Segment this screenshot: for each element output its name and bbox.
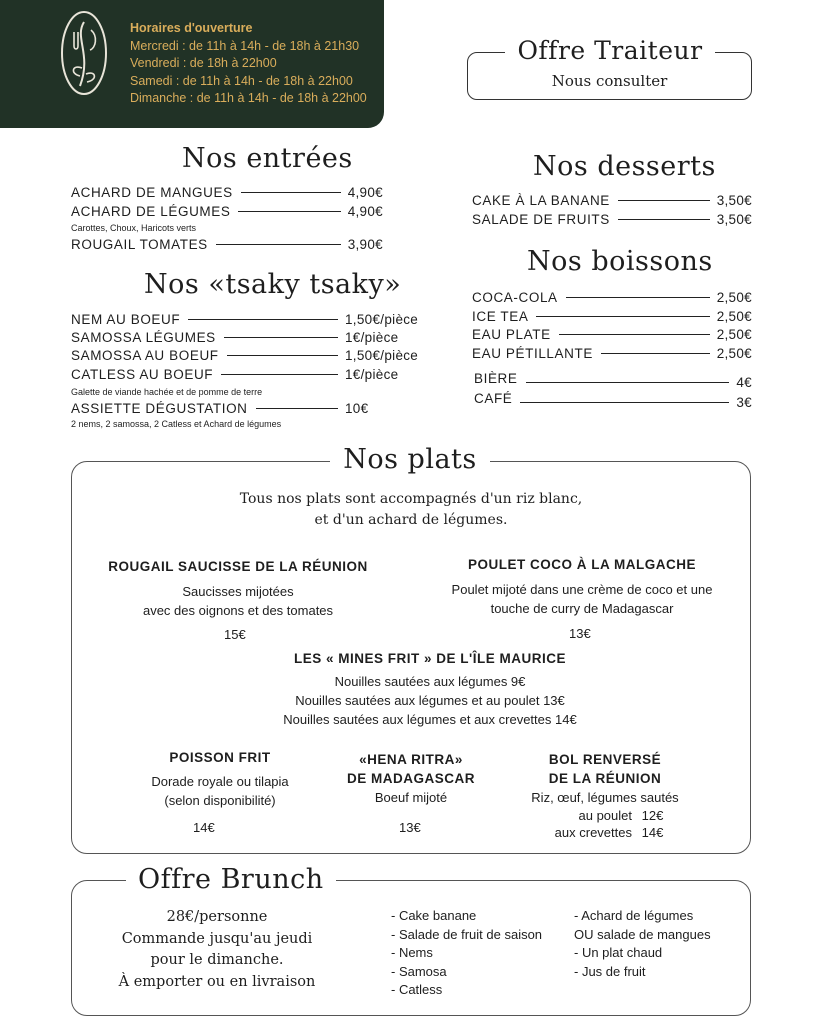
dish-desc — [90, 582, 386, 620]
item-note: 2 nems, 2 samossa, 2 Catless et Achard de légumes — [71, 419, 282, 429]
tsaky-title: Nos «tsaky tsaky» — [144, 269, 402, 300]
dish-desc — [432, 580, 732, 618]
brunch-item: - Catless — [391, 982, 443, 997]
leader-line — [520, 402, 729, 403]
dish-desc: Boeuf mijoté — [374, 790, 448, 805]
item-price: 10€ — [345, 401, 369, 416]
item-name: EAU PLATE — [472, 327, 551, 342]
dish-mines-frit — [220, 651, 640, 729]
desc-line: avec des oignons et des tomates — [142, 603, 334, 618]
brunch-title: Offre Brunch — [126, 862, 336, 898]
brunch-item: - Jus de fruit — [574, 963, 646, 979]
menu-item — [71, 237, 383, 252]
dish-rougail — [90, 559, 386, 620]
dish-options — [220, 672, 640, 729]
desc-line: (selon disponibilité) — [164, 793, 276, 808]
item-price: 1,50€/pièce — [345, 348, 419, 363]
option-price: 14€ — [641, 825, 664, 840]
item-price: 4,90€ — [347, 204, 383, 219]
item-price: 1,50€/pièce — [345, 312, 419, 327]
dish-title — [326, 750, 496, 788]
brunch-item: - Nems — [391, 945, 433, 960]
option-line: Nouilles sautées aux légumes et aux crevettes 14€ — [283, 712, 577, 727]
dish-poulet — [432, 557, 732, 618]
dish-hena-ritra — [326, 750, 496, 807]
leader-line — [216, 244, 341, 245]
item-price: 2,50€ — [716, 309, 752, 324]
title-line: «HENA RITRA» — [359, 752, 463, 767]
menu-item — [474, 387, 752, 410]
hours-line: Mercredi : de 11h à 14h - de 18h à 21h30 — [130, 38, 360, 53]
leader-line — [526, 382, 730, 383]
option-line: Nouilles sautées aux légumes 9€ — [334, 674, 526, 689]
item-name: CAKE À LA BANANE — [472, 193, 610, 208]
brunch-item: - Achard de légumes — [574, 908, 694, 923]
item-name: SAMOSSA AU BOEUF — [71, 348, 219, 363]
leader-line — [227, 355, 338, 356]
opening-hours-title: Horaires d'ouverture — [130, 21, 253, 35]
leader-line — [241, 192, 341, 193]
leader-line — [221, 374, 338, 375]
plats-intro — [71, 489, 751, 531]
menu-item — [472, 346, 752, 361]
menu-item — [71, 204, 383, 219]
item-price: 2,50€ — [716, 290, 752, 305]
item-name: CAFÉ — [474, 391, 513, 406]
leader-line — [618, 219, 710, 220]
item-name: ASSIETTE DÉGUSTATION — [71, 401, 248, 416]
option-line — [550, 824, 663, 841]
title-line: DE LA RÉUNION — [548, 771, 662, 786]
dish-price: 13€ — [569, 626, 591, 641]
option-price: 12€ — [641, 808, 664, 823]
dish-options — [550, 807, 663, 841]
item-price: 4€ — [736, 375, 752, 390]
item-price: 4,90€ — [347, 185, 383, 200]
item-price: 3€ — [736, 395, 752, 410]
brunch-item: - Cake banane — [391, 908, 477, 923]
intro-line: Tous nos plats sont accompagnés d'un riz blanc, — [239, 491, 583, 507]
leader-line — [224, 337, 338, 338]
opening-hours — [130, 20, 367, 108]
item-name: BIÈRE — [474, 371, 518, 386]
dish-poisson-frit — [130, 750, 310, 810]
desc-line: Saucisses mijotées — [182, 584, 294, 599]
item-price: 1€/pièce — [345, 367, 399, 382]
plats-title: Nos plats — [330, 441, 490, 479]
leader-line — [256, 408, 338, 409]
leader-line — [618, 200, 710, 201]
item-price: 3,50€ — [716, 193, 752, 208]
menu-item — [71, 312, 425, 327]
item-name: EAU PÉTILLANTE — [472, 346, 593, 361]
item-note: Galette de viande hachée et de pomme de terre — [71, 387, 263, 397]
entrees-title: Nos entrées — [182, 143, 353, 174]
title-line: DE MADAGASCAR — [347, 771, 475, 786]
dish-title — [515, 750, 695, 788]
menu-item — [472, 327, 752, 342]
menu-item — [472, 212, 752, 227]
item-price: 2,50€ — [716, 346, 752, 361]
item-name: NEM AU BOEUF — [71, 312, 181, 327]
desserts-title: Nos desserts — [533, 151, 716, 182]
menu-item — [71, 401, 425, 416]
desc-line: Dorade royale ou tilapia — [151, 774, 289, 789]
desc-line: touche de curry de Madagascar — [490, 601, 674, 616]
brunch-item: - Salade de fruit de saison — [391, 926, 543, 942]
menu-item — [71, 348, 425, 363]
item-name: ICE TEA — [472, 309, 529, 324]
dish-desc — [130, 772, 310, 810]
dish-bol-renverse — [515, 750, 695, 807]
item-name: CATLESS AU BOEUF — [71, 367, 214, 382]
desc-line: Poulet mijoté dans une crème de coco et une — [451, 582, 713, 597]
leader-line — [566, 297, 710, 298]
menu-item — [472, 290, 752, 305]
dish-title: LES « MINES FRIT » DE L'ÎLE MAURICE — [294, 651, 566, 666]
dish-price: 14€ — [193, 820, 215, 835]
option-label: au poulet — [578, 808, 632, 823]
boissons-title: Nos boissons — [527, 246, 713, 277]
dish-price: 13€ — [399, 820, 421, 835]
item-name: ACHARD DE LÉGUMES — [71, 204, 231, 219]
leader-line — [536, 316, 709, 317]
leader-line — [188, 319, 338, 320]
brunch-item: - Un plat chaud — [574, 945, 663, 960]
option-line — [550, 807, 663, 824]
leaf-cutlery-logo-icon — [60, 10, 108, 96]
menu-item — [71, 185, 383, 200]
item-price: 3,90€ — [347, 237, 383, 252]
brunch-list-2 — [574, 907, 711, 981]
hours-line: Samedi : de 11h à 14h - de 18h à 22h00 — [130, 73, 353, 88]
info-line: 28€/personne — [166, 909, 268, 925]
intro-line: et d'un achard de légumes. — [314, 512, 508, 528]
brunch-info — [112, 907, 322, 993]
leader-line — [238, 211, 340, 212]
item-name: ACHARD DE MANGUES — [71, 185, 233, 200]
hours-line: Vendredi : de 18h à 22h00 — [130, 56, 277, 70]
brunch-item: - Samosa — [391, 963, 447, 979]
item-name: SALADE DE FRUITS — [472, 212, 610, 227]
traiteur-title: Offre Traiteur — [505, 34, 715, 68]
brunch-list-1 — [391, 907, 542, 1000]
option-label: aux crevettes — [554, 825, 632, 840]
menu-item — [472, 193, 752, 208]
item-price: 3,50€ — [716, 212, 752, 227]
dish-price: 15€ — [224, 627, 246, 642]
info-line: À emporter ou en livraison — [118, 973, 316, 990]
info-line: Commande jusqu'au jeudi — [121, 930, 313, 947]
item-note: Carottes, Choux, Haricots verts — [71, 223, 197, 233]
item-price: 1€/pièce — [345, 330, 399, 345]
leader-line — [559, 334, 710, 335]
leader-line — [601, 353, 710, 354]
menu-item — [71, 367, 425, 382]
menu-item — [71, 330, 425, 345]
item-name: ROUGAIL TOMATES — [71, 237, 208, 252]
item-name: SAMOSSA LÉGUMES — [71, 330, 216, 345]
brunch-item: OU salade de mangues — [574, 926, 711, 942]
dish-desc: Riz, œuf, légumes sautés — [531, 790, 679, 805]
dish-title: ROUGAIL SAUCISSE DE LA RÉUNION — [108, 559, 368, 574]
dish-title: POISSON FRIT — [169, 750, 271, 765]
hours-line: Dimanche : de 11h à 14h - de 18h à 22h00 — [130, 91, 367, 105]
traiteur-subtitle: Nous consulter — [551, 72, 668, 90]
menu-item — [472, 309, 752, 324]
title-line: BOL RENVERSÉ — [548, 752, 662, 767]
dish-title: POULET COCO À LA MALGACHE — [468, 557, 696, 572]
option-line: Nouilles sautées aux légumes et au poulet 13€ — [295, 693, 565, 708]
opening-hours-panel — [0, 0, 384, 128]
info-line: pour le dimanche. — [150, 952, 284, 968]
item-price: 2,50€ — [716, 327, 752, 342]
item-name: COCA-COLA — [472, 290, 558, 305]
